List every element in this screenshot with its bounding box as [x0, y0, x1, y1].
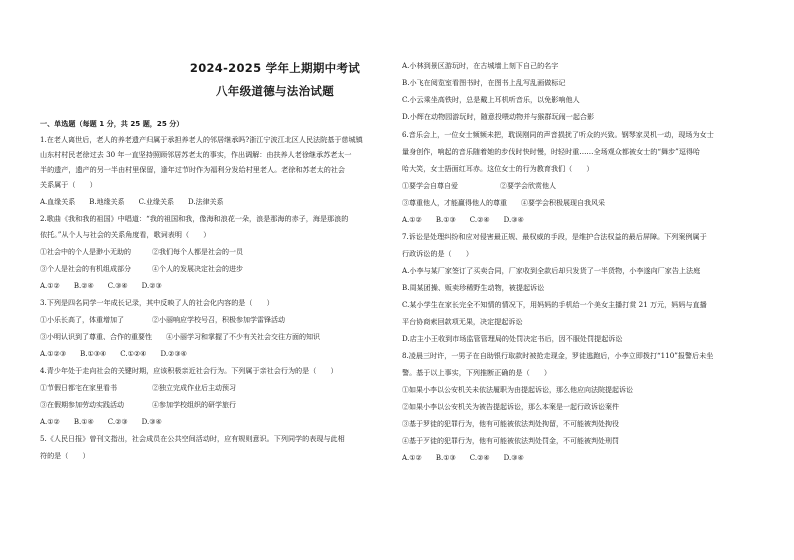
question-2-line-1: 2.歌曲《我和我的祖国》中唱道：“我的祖国和我，像海和浪花一朵，浪是那海的赤子，海是那浪的	[40, 214, 349, 223]
question-5-option-d: D.小辉在动物园游玩时，随意投喂动物并与猴群玩闹一起合影	[402, 112, 595, 121]
question-7-line-2: 行政诉讼的是（ ）	[402, 249, 473, 258]
question-1-line-4: 关系属于（ ）	[40, 180, 97, 189]
question-2-options: A.①② B.②④ C.③④ D.②③	[40, 282, 162, 290]
question-3-line-1: 3.下列是四名同学一年成长记录，其中反映了人的社会化内容的是（ ）	[40, 298, 274, 307]
question-8-line-1: 8.凌晨三时许，一男子在自助银行取款时被抢走现金，罗徒逃跑后，小李立即拨打“110”报警后未坐	[402, 351, 714, 360]
exam-subtitle: 八年级道德与法治试题	[216, 84, 334, 98]
question-3-choice-12: ①小乐长高了，体重增加了 ②小丽响应学校号召，积极参加学雷锋活动	[40, 316, 285, 324]
question-1-line-2: 山东村村民老徐过去 30 年一直坚持照顾邻居苏老太的事实，作出调解：由扶养人老徐继承苏老太一	[40, 150, 352, 159]
question-5-line-1: 5.《人民日报》曾刊文指出，社会成员在公共空间活动时，应有规则意识。下列同学的表现与此相	[40, 434, 345, 443]
question-8-line-2: 警。基于以上事实，下列推断正确的是（ ）	[402, 368, 551, 377]
question-8-choice-1: ①如果小李以公安机关未依法履职为由提起诉讼，那么他应向法院提起诉讼	[402, 386, 633, 394]
question-7-option-c-line-2: 平台协商索回款项无果，决定提起诉讼	[402, 317, 523, 326]
question-2-choice-34: ③个人是社会的有机组成部分 ④个人的发展决定社会的进步	[40, 265, 243, 273]
question-6-line-2: 量身创作，响起的音乐随着她的步伐时快时慢，时轻时重……全场观众都被女士的“舞步”逗得哈	[402, 147, 701, 156]
question-8-choice-4: ④基于歹徒的犯罪行为，他有可能被依法判处罚金，不可能被判处刑罚	[402, 437, 619, 445]
question-2-line-2: 依托。”从个人与社会的关系角度看，歌词表明（ ）	[40, 230, 211, 239]
question-5-option-a: A.小林到景区游玩时，在古城墙上刻下自己的名字	[402, 61, 559, 70]
question-7-line-1: 7.诉讼是处理纠纷和应对侵害最正规、最权威的手段，是维护合法权益的最后屏障。下列案例属于	[402, 232, 707, 241]
section-heading: 一、单选题（每题 1 分，共 25 题，25 分）	[40, 119, 184, 128]
question-7-option-d: D.店主小王收到市场监管管理局的处罚决定书后，因不服处罚提起诉讼	[402, 334, 623, 343]
question-1-options: A.血缘关系 B.地缘关系 C.业缘关系 D.法律关系	[40, 198, 224, 206]
question-6-options: A.①② B.①③ C.②④ D.③④	[402, 216, 524, 224]
question-1-line-1: 1.在老人离世后，老人的养老遗产归属于承担养老人的邻居继承吗?浙江宁波江北区人民法院基于慈城镇	[40, 135, 363, 144]
question-8-choice-3: ③基于罗徒的犯罪行为，他有可能被依法判处拘留，不可能被判处拘役	[402, 420, 619, 428]
question-6-line-1: 6.音乐会上，一位女士频频未把，耽误刚同的声音损扰了听众的兴致。钢琴家灵机一动，现场为女士	[402, 130, 714, 139]
question-3-choice-34: ③小明认识到了尊重、合作的重要性 ④小丽学习和掌握了不少有关社会交往方面的知识	[40, 333, 320, 341]
question-8-choice-2: ②如果小李以公安机关为被告提起诉讼，那么本案是一起行政诉讼案件	[402, 403, 619, 411]
question-6-line-3: 哈大笑，女士捂面红耳赤。这位女士的行为教育我们（ ）	[402, 164, 594, 173]
question-6-choice-12: ①要学会自尊自爱 ②要学会欣赏他人	[402, 182, 556, 190]
question-4-options: A.①② B.①④ C.②③ D.③④	[40, 418, 162, 426]
question-7-option-a: A.小李与某厂家签订了买卖合同，厂家收到全款后却只发货了一半货物，小李遂向厂家告上法庭	[402, 266, 701, 275]
question-5-line-2: 符的是（ ）	[40, 451, 90, 460]
question-4-choice-12: ①节假日都宅在家里看书 ②独立完成作业后主动预习	[40, 384, 236, 392]
question-5-option-c: C.小云乘坐高铁时，总是戴上耳机听音乐，以免影响他人	[402, 95, 580, 104]
question-5-option-b: B.小飞在阅览室看图书时，在图书上乱写乱画做标记	[402, 78, 566, 87]
question-8-options: A.①② B.①③ C.②④ D.③④	[402, 454, 524, 462]
question-4-choice-34: ③在假期参加劳动实践活动 ④参加学校组织的研学旅行	[40, 401, 236, 409]
question-6-choice-34: ③尊重他人，才能赢得他人的尊重 ④要学会积极展现自我风采	[402, 199, 605, 207]
question-7-option-b: B.周某团操、贩卖珍稀野生动物，被提起诉讼	[402, 283, 545, 292]
exam-title: 2024-2025 学年上期期中考试	[189, 61, 361, 75]
question-2-choice-12: ①社会中的个人是渺小无助的 ②我们每个人都是社会的一员	[40, 248, 243, 256]
question-7-option-c-line-1: C.某小学生在家长完全不知情的情况下，用妈妈的手机给一个美女主播打赏 21 万元，妈妈与直播	[402, 300, 707, 309]
question-3-options: A.①②③ B.①③④ C.①②④ D.②③④	[40, 350, 187, 358]
question-1-line-3: 半的遗产，遗产的另一半由村里保留，逢年过节时作为福利分发给村里老人。老徐和苏老太的社会	[40, 165, 346, 174]
question-4-line-1: 4.青少年处于走向社会的关键时期，应该积极亲近社会行为。下列属于亲社会行为的是（ ）	[40, 366, 338, 375]
